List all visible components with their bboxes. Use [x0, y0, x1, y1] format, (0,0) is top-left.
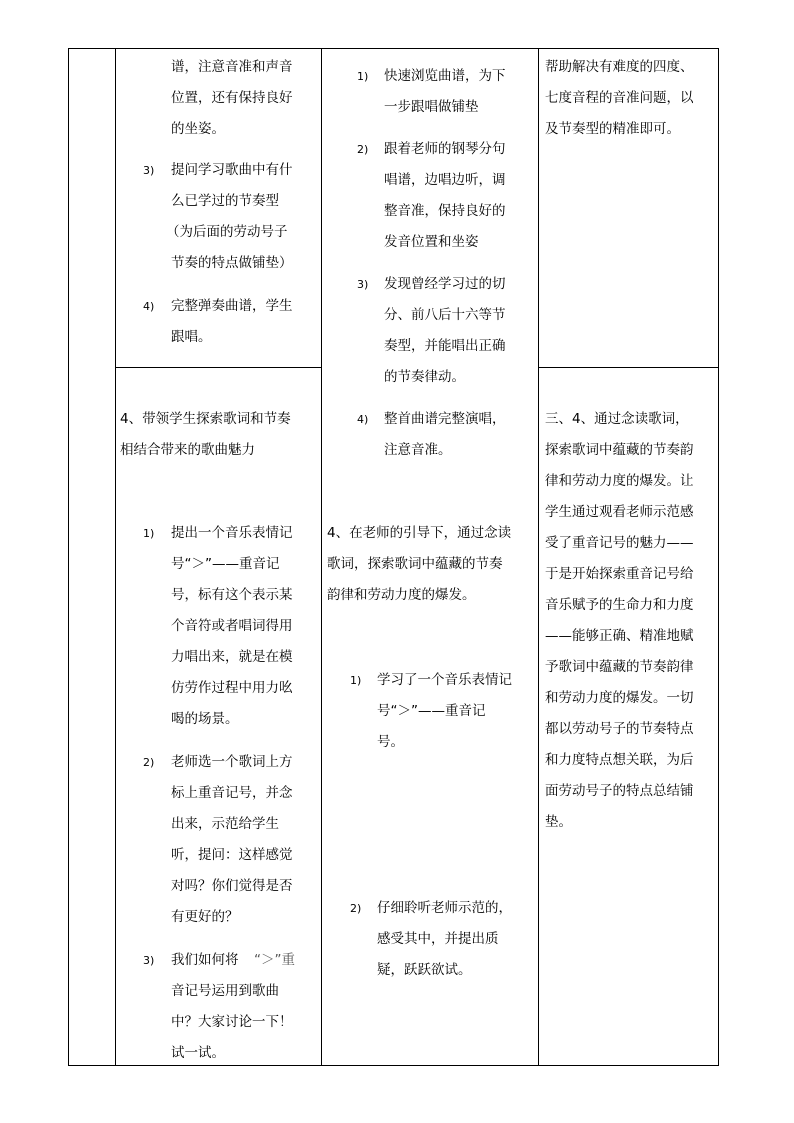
row-divider-col2 — [115, 367, 322, 368]
list-number: 4) — [357, 413, 369, 426]
text-line: 学习了一个音乐表情记 — [377, 672, 512, 688]
text-line: 唱谱，边唱边听，调 — [384, 172, 506, 188]
list-number: 1) — [350, 674, 362, 687]
section-paragraph: 歌词，探索歌词中蕴藏的节奏 — [327, 556, 503, 572]
text-line: 学生通过观看老师示范感 — [545, 504, 694, 520]
text-line: 号“＞”——重音记 — [171, 556, 280, 572]
text-line: 予歌词中蕴藏的节奏韵律 — [545, 659, 694, 675]
text-line: （为后面的劳动号子 — [166, 224, 288, 240]
text-line: 谱，注意音准和声音 — [171, 59, 293, 75]
section-paragraph: 韵律和劳动力度的爆发。 — [327, 587, 476, 603]
text-line: 跟唱。 — [171, 329, 212, 345]
text-line: 三、4、通过念读歌词， — [545, 411, 689, 427]
text-line: 完整弹奏曲谱，学生 — [171, 298, 293, 314]
text-line: 发现曾经学习过的切 — [384, 276, 506, 292]
text-line: 快速浏览曲谱，为下 — [384, 68, 506, 84]
list-number: 3) — [143, 164, 155, 177]
column-divider-2 — [321, 48, 322, 1066]
section-heading: 4、带领学生探索歌词和节奏 — [120, 411, 291, 427]
text-line: 律和劳动力度的爆发。让 — [545, 473, 694, 489]
text-line: ——能够正确、精准地赋 — [545, 628, 694, 644]
text-line: 出来，示范给学生 — [171, 816, 279, 832]
text-line: 七度音程的音准问题，以 — [545, 90, 694, 106]
text-line: 么已学过的节奏型 — [171, 193, 279, 209]
text-line: 感受其中，并提出质 — [377, 931, 499, 947]
text-line: 有更好的？ — [171, 909, 239, 925]
text-line: 于是开始探索重音记号给 — [545, 566, 694, 582]
column-divider-1 — [115, 48, 116, 1066]
row-divider-col4 — [538, 367, 719, 368]
list-number: 1) — [357, 70, 369, 83]
text-line: 个音符或者唱词得用 — [171, 618, 293, 634]
text-line: 仔细聆听老师示范的， — [377, 900, 512, 916]
text-line: 节奏的特点做铺垫） — [171, 255, 293, 271]
table-border-top — [68, 48, 719, 49]
text-line: 和力度特点想关联，为后 — [545, 752, 694, 768]
list-number: 3) — [357, 278, 369, 291]
list-number: 2) — [143, 756, 155, 769]
text-line: 号，标有这个表示某 — [171, 587, 293, 603]
text-line: 疑，跃跃欲试。 — [377, 962, 472, 978]
text-line: 受了重音记号的魅力—— — [545, 535, 694, 551]
text-line: 中？大家讨论一下！ — [171, 1014, 293, 1030]
text-line: 我们如何将 — [171, 952, 239, 968]
text-line: 试一试。 — [171, 1045, 225, 1061]
section-paragraph: 4、在老师的引导下，通过念读 — [327, 525, 512, 541]
text-line: 探索歌词中蕴藏的节奏韵 — [545, 442, 694, 458]
text-line: 提问学习歌曲中有什 — [171, 162, 293, 178]
column-divider-3 — [538, 48, 539, 1066]
list-number: 4) — [143, 300, 155, 313]
text-line: 整音准，保持良好的 — [384, 203, 506, 219]
list-number: 1) — [143, 527, 155, 540]
text-line: 力唱出来，就是在模 — [171, 649, 293, 665]
text-line: 老师选一个歌词上方 — [171, 754, 293, 770]
text-line: 分、前八后十六等节 — [384, 307, 506, 323]
text-line: 注意音准。 — [384, 442, 452, 458]
text-line: 整首曲谱完整演唱， — [384, 411, 506, 427]
text-line: 音乐赋予的生命力和力度 — [545, 597, 694, 613]
text-line: 标上重音记号，并念 — [171, 785, 293, 801]
text-line: 面劳动号子的特点总结铺 — [545, 783, 694, 799]
list-number: 2) — [357, 143, 369, 156]
text-line: 发音位置和坐姿 — [384, 234, 479, 250]
text-line: 号“＞”——重音记 — [377, 703, 486, 719]
text-line: 一步跟唱做铺垫 — [384, 99, 479, 115]
text-line: 奏型，并能唱出正确 — [384, 338, 506, 354]
text-line: 对吗？你们觉得是否 — [171, 878, 293, 894]
list-number: 3) — [143, 954, 155, 967]
text-line: 及节奏型的精准即可。 — [545, 121, 680, 137]
section-heading: 相结合带来的歌曲魅力 — [120, 442, 255, 458]
text-line: 仿劳作过程中用力吆 — [171, 680, 293, 696]
text-line: “＞”重 — [254, 952, 295, 968]
text-line: 的坐姿。 — [171, 121, 225, 137]
text-line: 的节奏律动。 — [384, 369, 465, 385]
text-line: 帮助解决有难度的四度、 — [545, 59, 694, 75]
text-line: 音记号运用到歌曲 — [171, 983, 279, 999]
table-border-right — [718, 48, 719, 1066]
text-line: 位置，还有保持良好 — [171, 90, 293, 106]
text-line: 喝的场景。 — [171, 711, 239, 727]
text-line: 跟着老师的钢琴分句 — [384, 141, 506, 157]
text-line: 号。 — [377, 734, 404, 750]
text-line: 听，提问：这样感觉 — [171, 847, 293, 863]
text-line: 垫。 — [545, 814, 572, 830]
table-border-left — [68, 48, 69, 1066]
text-line: 都以劳动号子的节奏特点 — [545, 721, 694, 737]
text-line: 提出一个音乐表情记 — [171, 525, 293, 541]
table-border-bottom — [68, 1065, 719, 1066]
list-number: 2) — [350, 902, 362, 915]
text-line: 和劳动力度的爆发。一切 — [545, 690, 694, 706]
